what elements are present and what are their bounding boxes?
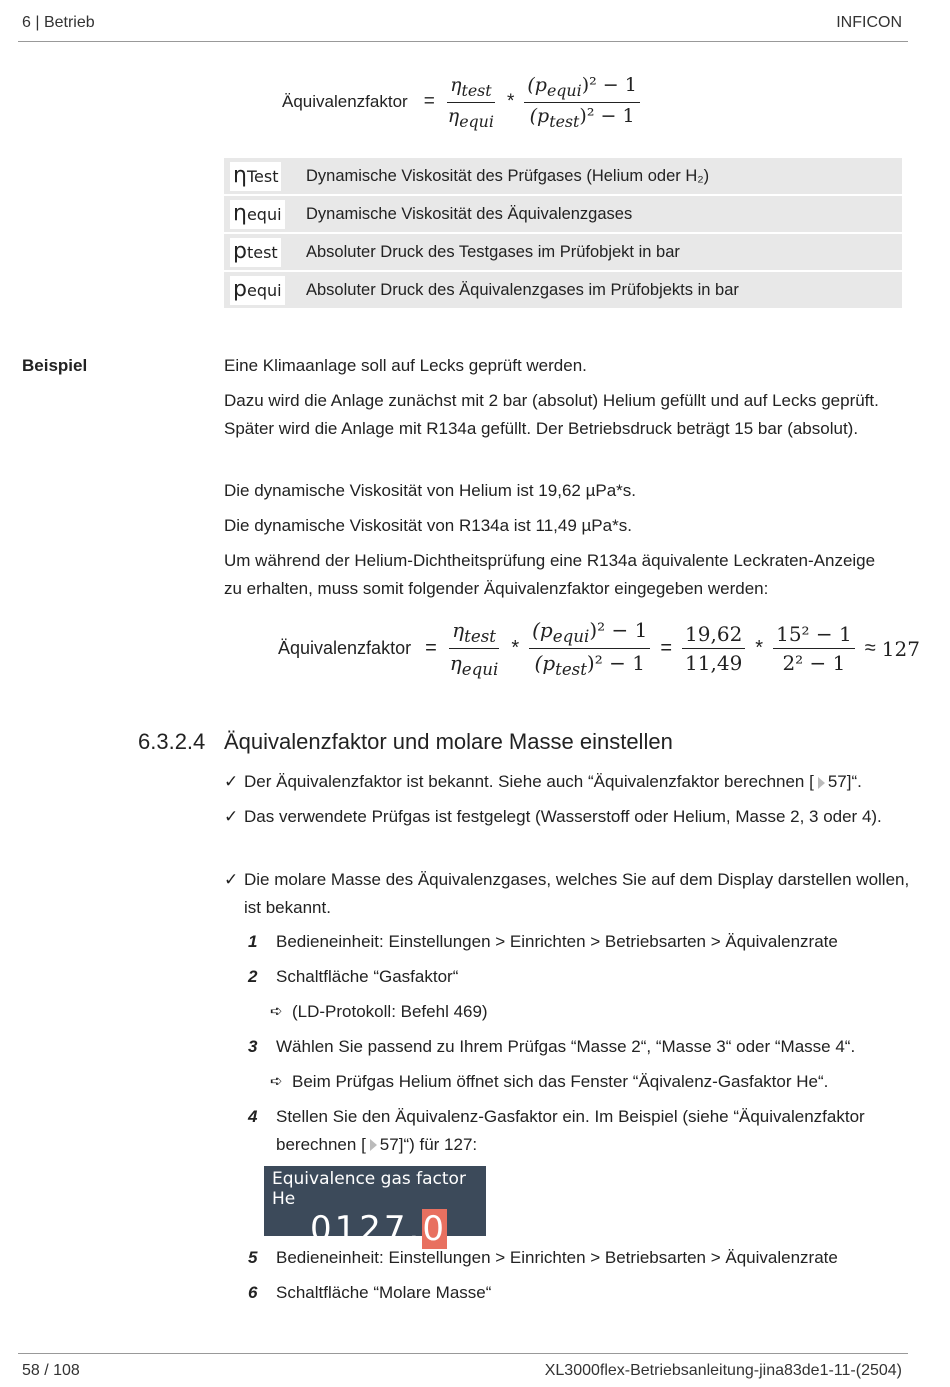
precondition-text: Der Äquivalenzfaktor ist bekannt. Siehe auch “Äquivalenzfaktor berechnen [ [244, 772, 814, 791]
formula-equals: = [423, 91, 435, 113]
precondition-text: Die molare Masse des Äquivalenzgases, welches Sie auf dem Display darstellen wollen, ist bekannt. [244, 870, 910, 917]
display-cursor-digit[interactable]: 0 [422, 1209, 447, 1249]
p-test-rest: )² − 1 [579, 104, 635, 127]
step-text: Stellen Sie den Äquivalenz-Gasfaktor ein. Im Beispiel (siehe “Äquivalenzfaktor berechnen [ [276, 1107, 865, 1154]
footer-rule [18, 1353, 908, 1354]
step-number: 6 [248, 1283, 258, 1302]
p-test-rest: )² − 1 [586, 651, 645, 675]
symbol-description: Dynamische Viskosität des Äquivalenzgases [298, 196, 902, 232]
value-r134a-viscosity: 11,49 [685, 651, 743, 675]
symbol-description: Absoluter Druck des Äquivalenzgases im Prüfobjekts in bar [298, 272, 902, 308]
table-row [224, 158, 902, 194]
eta-equi-sub: equi [459, 111, 494, 131]
formula-multiply: * [506, 91, 515, 113]
step-item [248, 928, 936, 956]
p-equi-rest: )² − 1 [589, 618, 648, 642]
step-text: Schaltfläche “Molare Masse“ [276, 1283, 492, 1302]
fraction-pressure [529, 618, 650, 679]
page-number: 58 / 108 [22, 1362, 80, 1379]
eta-equi-sub: equi [461, 660, 499, 679]
step-number: 1 [248, 932, 258, 951]
step-item [248, 1033, 936, 1061]
symbol-p-equi: pequi [230, 276, 285, 305]
example-paragraph-2: Dazu wird die Anlage zunächst mit 2 bar (absolut) Helium gefüllt und auf Lecks geprüft. Später wird die Anlage mit R134a gefüllt. Der Betriebsdruck beträgt 15 bar (absolut). [224, 391, 879, 438]
eta-test-sub: test [464, 627, 496, 646]
formula-multiply-2: * [755, 637, 764, 659]
result-text: (LD-Protokoll: Befehl 469) [292, 1002, 488, 1021]
example-paragraph-4: Die dynamische Viskosität von R134a ist 11,49 µPa*s. [224, 516, 632, 535]
symbol-description: Dynamische Viskosität des Prüfgases (Helium oder H₂) [298, 158, 902, 194]
fraction-viscosity [445, 74, 497, 131]
result-text: Beim Prüfgas Helium öffnet sich das Fenster “Äqivalenz-Gasfaktor He“. [292, 1072, 829, 1091]
step-result [270, 998, 488, 1026]
document-id: XL3000flex-Betriebsanleitung-jina83de1-11-(2504) [544, 1362, 902, 1379]
fraction-pressure [524, 74, 639, 131]
step-text: Bedieneinheit: Einstellungen > Einrichten > Betriebsarten > Äquivalenzrate [276, 932, 838, 951]
p-equi: (p [532, 618, 553, 642]
step-text: Bedieneinheit: Einstellungen > Einrichten > Betriebsarten > Äquivalenzrate [276, 1248, 838, 1267]
precondition-item [224, 768, 914, 796]
section-number: 6.3.2.4 [138, 729, 206, 754]
formula-equals-2: = [660, 637, 673, 659]
header-brand: INFICON [836, 14, 902, 31]
display-value [264, 1209, 486, 1249]
value-helium-viscosity: 19,62 [682, 622, 745, 649]
symbol-eta-test: ηTest [230, 162, 281, 191]
p-test-sub: test [555, 660, 587, 679]
step-item [248, 1103, 896, 1158]
check-icon: ✓ [224, 870, 239, 889]
formula-equals: = [425, 637, 437, 659]
p-equi-rest: )² − 1 [581, 74, 637, 96]
symbol-p-test: ptest [230, 238, 281, 267]
eta-test: η [452, 618, 465, 642]
table-row [224, 196, 902, 232]
section-title: Äquivalenzfaktor und molare Masse einstellen [224, 729, 673, 754]
step-number: 2 [248, 967, 258, 986]
eta-equi: η [449, 651, 462, 675]
p-equi: (p [527, 74, 547, 96]
step-result [270, 1068, 828, 1096]
step-text: Wählen Sie passend zu Ihrem Prüfgas “Masse 2“, “Masse 3“ oder “Masse 4“. [276, 1037, 856, 1056]
page-link[interactable]: 57 [379, 1134, 399, 1154]
formula-example-calculation [278, 618, 920, 679]
formula-label: Äquivalenzfaktor [282, 92, 408, 112]
formula-multiply: * [511, 637, 520, 659]
eta-test: η [450, 74, 462, 96]
table-row [224, 234, 902, 270]
formula-result: 127 [881, 636, 920, 661]
symbol-description: Absoluter Druck des Testgases im Prüfobjekt in bar [298, 234, 902, 270]
example-paragraph-1: Eine Klimaanlage soll auf Lecks geprüft werden. [224, 356, 587, 375]
formula-equivalence-factor [282, 74, 644, 131]
value-equi-pressure: 15² − 1 [773, 622, 855, 649]
step-item [248, 963, 936, 991]
step-text-end: ]“) für 127: [398, 1134, 478, 1154]
header-section: 6 | Betrieb [22, 14, 95, 31]
p-test: (p [534, 651, 556, 675]
fraction-values-viscosity [682, 622, 745, 675]
step-number: 4 [248, 1107, 258, 1126]
precondition-text-end: ]“. [846, 772, 862, 791]
page-link-icon[interactable] [818, 777, 825, 789]
p-test-sub: test [549, 111, 580, 131]
table-row [224, 272, 902, 308]
result-arrow-icon: ➪ [270, 1003, 283, 1020]
check-icon: ✓ [224, 772, 239, 791]
step-text: Schaltfläche “Gasfaktor“ [276, 967, 459, 986]
formula-approx: ≈ [864, 637, 876, 659]
display-digits: 0127. [310, 1209, 423, 1249]
formula-label: Äquivalenzfaktor [278, 638, 412, 658]
example-paragraph-5: Um während der Helium-Dichtheitsprüfung eine R134a äquivalente Leckraten-Anzeige zu erhalten, muss somit folgender Äquivalenzfaktor eingegeben werden: [224, 551, 876, 598]
header-rule [18, 41, 908, 42]
step-number: 3 [248, 1037, 258, 1056]
result-arrow-icon: ➪ [270, 1073, 283, 1090]
example-label: Beispiel [22, 356, 88, 375]
check-icon: ✓ [224, 807, 239, 826]
p-equi-sub: equi [552, 627, 590, 646]
display-title: Equivalence gas factor He [272, 1169, 466, 1209]
step-number: 5 [248, 1248, 258, 1267]
p-equi-sub: equi [546, 80, 582, 100]
page-link[interactable]: 57 [827, 772, 847, 791]
section-heading [138, 729, 673, 755]
symbol-table [224, 156, 902, 310]
value-test-pressure: 2² − 1 [782, 651, 846, 675]
step-item [248, 1279, 936, 1307]
fraction-viscosity [447, 618, 502, 679]
eta-equi: η [447, 104, 460, 127]
page-link-icon[interactable] [370, 1139, 377, 1151]
device-display [264, 1166, 486, 1249]
precondition-item [224, 866, 914, 921]
step-item [248, 1244, 936, 1272]
precondition-text: Das verwendete Prüfgas ist festgelegt (Wasserstoff oder Helium, Masse 2, 3 oder 4). [244, 807, 882, 826]
example-paragraph-3: Die dynamische Viskosität von Helium ist 19,62 µPa*s. [224, 481, 637, 500]
p-test: (p [529, 104, 550, 127]
symbol-eta-equi: ηequi [230, 200, 285, 229]
precondition-item [224, 803, 914, 831]
eta-test-sub: test [461, 80, 492, 100]
fraction-values-pressure [773, 622, 855, 675]
